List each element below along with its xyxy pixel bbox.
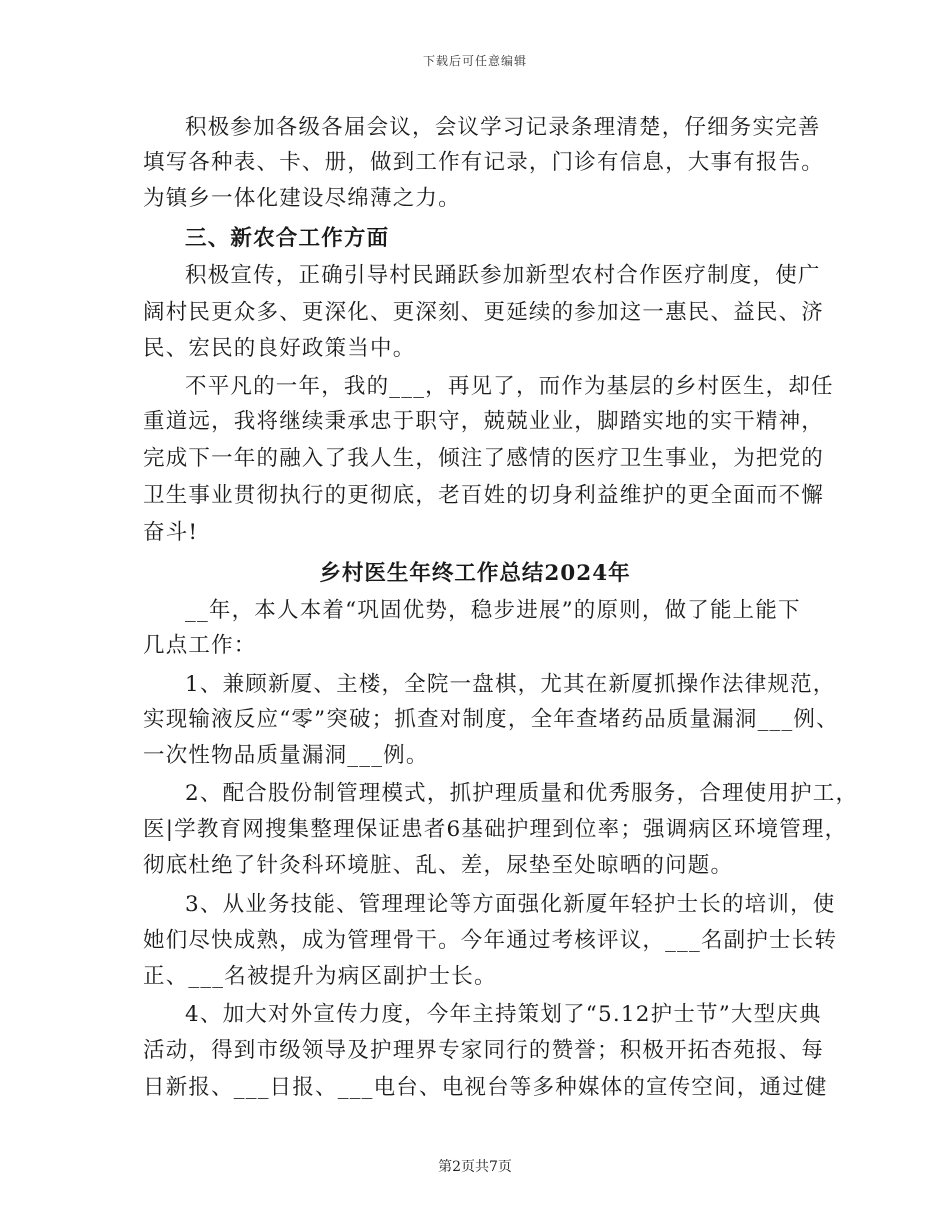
paragraph-line: 积极参加各级各届会议，会议学习记录条理清楚，仔细务实完善 — [185, 115, 821, 140]
paragraph-line: 正、___名被提升为病区副护士长。 — [143, 964, 497, 989]
paragraph-line: 民、宏民的良好政策当中。 — [143, 336, 416, 361]
paragraph-line: 重道远，我将继续秉承忠于职守，兢兢业业，脚踏实地的实干精神， — [143, 409, 825, 434]
paragraph-line: 3、从业务技能、管理理论等方面强化新厦年轻护士长的培训，使 — [185, 892, 836, 917]
paragraph-line: 实现输液反应“零”突破；抓查对制度，全年查堵药品质量漏洞___例、 — [143, 707, 839, 732]
paragraph-line: 不平凡的一年，我的___，再见了，而作为基层的乡村医生，却任 — [185, 374, 834, 399]
paragraph-line: __年，本人本着“巩固优势，稳步进展”的原则，做了能上能下 — [185, 598, 801, 623]
paragraph-line: 她们尽快成熟，成为管理骨干。今年通过考核评议，___名副护士长转 — [143, 928, 838, 953]
paragraph-line: 奋斗! — [143, 520, 199, 545]
paragraph-line: 2、配合股份制管理模式，抓护理质量和优秀服务，合理使用护工， — [185, 781, 859, 806]
paragraph-line: 活动，得到市级领导及护理界专家同行的赞誉；积极开拓杏苑报、每 — [143, 1038, 825, 1063]
paragraph-line: 几点工作： — [143, 633, 257, 658]
paragraph-line: 填写各种表、卡、册，做到工作有记录，门诊有信息，大事有报告。 — [143, 150, 825, 175]
paragraph-line: 彻底杜绝了针灸科环境脏、乱、差，尿垫至处晾晒的问题。 — [143, 853, 734, 878]
paragraph-line: 为镇乡一体化建设尽绵薄之力。 — [143, 186, 461, 211]
paragraph-line: 积极宣传，正确引导村民踊跃参加新型农村合作医疗制度，使广 — [185, 263, 821, 288]
page-header: 下载后可任意编辑 — [422, 54, 527, 68]
paragraph-line: 阔村民更众多、更深化、更深刻、更延续的参加这一惠民、益民、济 — [143, 300, 825, 325]
paragraph-line: 一次性物品质量漏洞___例。 — [143, 743, 429, 768]
paragraph-line: 卫生事业贯彻执行的更彻底，老百姓的切身利益维护的更全面而不懈 — [143, 483, 825, 508]
document-title: 乡村医生年终工作总结2024年 — [319, 561, 631, 586]
paragraph-line: 日新报、___日报、___电台、电视台等多种媒体的宣传空间，通过健 — [143, 1075, 828, 1100]
page-footer: 第2页共7页 — [438, 1159, 512, 1175]
paragraph-line: 医|学教育网搜集整理保证患者6基础护理到位率；强调病区环境管理， — [143, 817, 848, 842]
paragraph-line: 完成下一年的融入了我人生，倾注了感情的医疗卫生事业，为把党的 — [143, 446, 825, 471]
paragraph-line: 1、兼顾新厦、主楼，全院一盘棋，尤其在新厦抓操作法律规范， — [185, 672, 836, 697]
paragraph-line: 4、加大对外宣传力度，今年主持策划了“5.12护士节”大型庆典 — [185, 1002, 822, 1027]
section-heading: 三、新农合工作方面 — [185, 226, 390, 251]
